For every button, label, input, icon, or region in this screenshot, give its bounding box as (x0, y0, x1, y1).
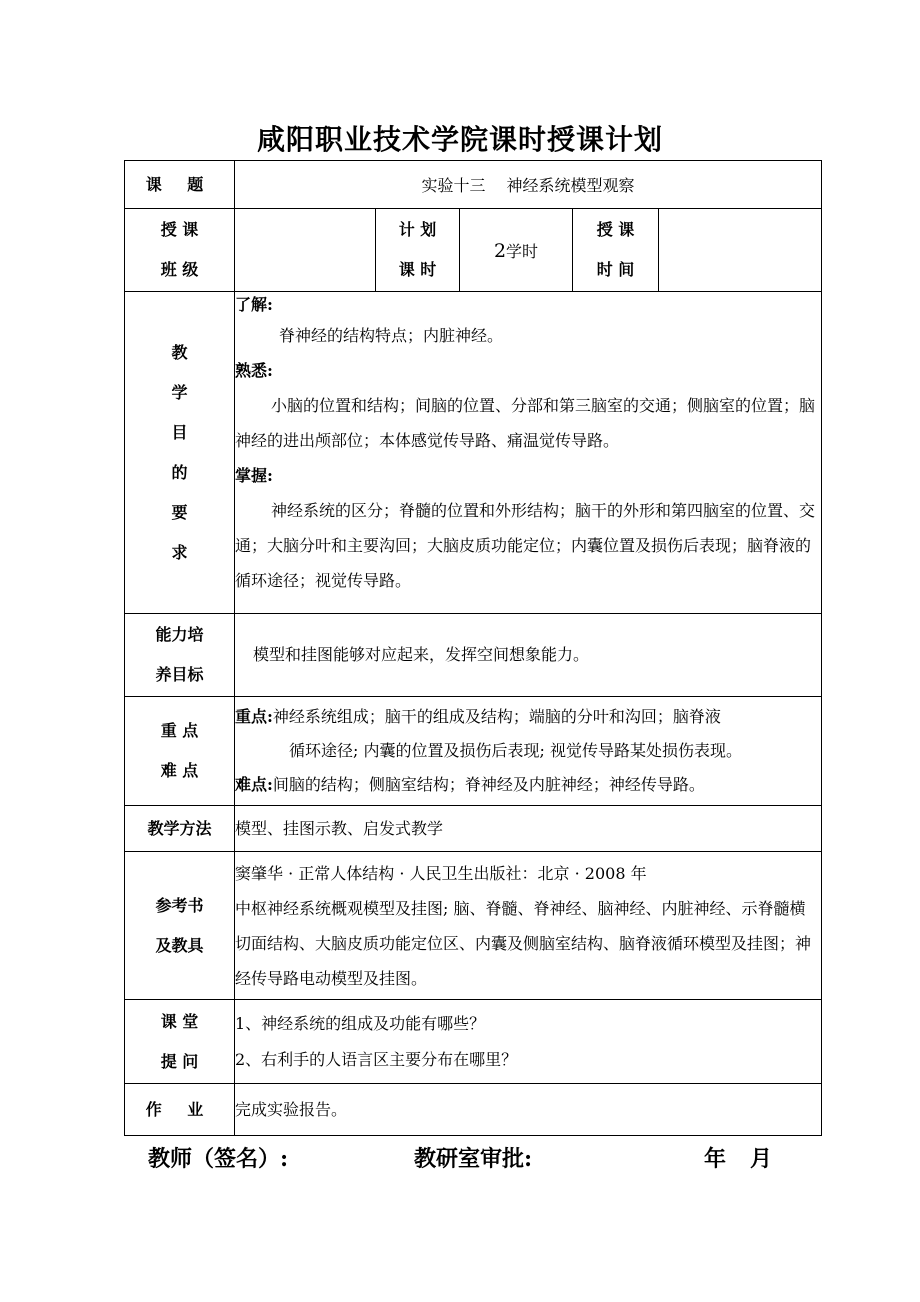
understand-text: 脊神经的结构特点；内脏神经。 (279, 326, 504, 345)
key-text-1: 神经系统组成；脑干的组成及结构；端脑的分叶和沟回；脑脊液 (272, 707, 721, 726)
method-row (125, 806, 822, 852)
objectives-label (125, 292, 235, 614)
ability-label-line1: 能力培 (155, 625, 204, 644)
review-label: 教研室审批: (414, 1146, 533, 1172)
references-content (235, 852, 822, 1000)
hours-unit: 学时 (506, 241, 539, 261)
class-label (125, 209, 235, 292)
signature-footer (0, 1142, 920, 1182)
teaching-aids: 中枢神经系统概观模型及挂图; 脑、脊髓、脊神经、脑神经、内脏神经、示脊髓横切面结构、大脑皮质功能定位区、内囊及侧脑室结构、脑脊液循环模型及挂图；神经传导路电动模型及挂图。 (235, 898, 812, 988)
method-label: 教学方法 (125, 806, 235, 852)
key-points (235, 700, 821, 734)
diff-title: 难点: (235, 775, 273, 794)
objectives-label-char: 目 (171, 422, 188, 442)
page-title: 咸阳职业技术学院课时授课计划 (256, 123, 663, 156)
homework-label: 作 业 (125, 1084, 235, 1136)
objectives-label-char: 学 (171, 382, 188, 402)
ability-label-line2: 养目标 (155, 665, 204, 684)
key-title: 重点: (235, 707, 273, 726)
master-title: 掌握: (235, 466, 273, 485)
planned-hours-value (460, 209, 573, 292)
month-label: 月 (750, 1146, 773, 1172)
ability-text: 模型和挂图能够对应起来，发挥空间想象能力。 (235, 614, 822, 697)
keypoints-label (125, 697, 235, 806)
keypoints-label-line1: 重 点 (160, 721, 199, 740)
questions-content (235, 1000, 822, 1084)
keypoints-label-line2: 难 点 (160, 761, 199, 780)
keypoints-row (125, 697, 822, 806)
planned-label-line1: 计 划 (398, 220, 437, 239)
key-text-2: 循环途径; 内囊的位置及损伤后表现; 视觉传导路某处损伤表现。 (289, 741, 742, 760)
objectives-label-char: 求 (171, 542, 188, 562)
questions-label-line1: 课 堂 (160, 1011, 199, 1031)
questions-row (125, 1000, 822, 1084)
homework-row (125, 1084, 822, 1136)
time-label-line2: 时 间 (596, 260, 635, 279)
familiar-text: 小脑的位置和结构；间脑的位置、分部和第三脑室的交通；侧脑室的位置；脑神经的进出颅部位；本体感觉传导路、痛温觉传导路。 (235, 396, 816, 450)
class-label-line1: 授 课 (160, 220, 199, 239)
class-label-line2: 班 级 (160, 260, 199, 279)
questions-label (125, 1000, 235, 1084)
schedule-row (125, 209, 822, 292)
topic-label: 课 题 (125, 161, 235, 209)
class-value (235, 209, 376, 292)
references-label-line2: 及教具 (155, 935, 204, 955)
references-row (125, 852, 822, 1000)
questions-label-line2: 提 问 (160, 1051, 199, 1071)
reference-book: 窦肇华 · 正常人体结构 · 人民卫生出版社：北京 · 2008 年 (235, 863, 647, 883)
question-1: 1、神经系统的组成及功能有哪些？ (235, 1013, 486, 1033)
time-label (573, 209, 659, 292)
time-label-line1: 授 课 (596, 220, 635, 239)
objectives-content (235, 292, 822, 614)
references-label-line1: 参考书 (155, 895, 204, 915)
lesson-plan-table (124, 160, 822, 1136)
hours-number: 2 (493, 239, 507, 262)
planned-hours-label (376, 209, 460, 292)
objectives-label-char: 教 (171, 342, 188, 362)
references-label (125, 852, 235, 1000)
time-value (659, 209, 822, 292)
objectives-row (125, 292, 822, 614)
diff-text: 间脑的结构；侧脑室结构；脊神经及内脏神经；神经传导路。 (272, 775, 705, 794)
method-text: 模型、挂图示教、启发式教学 (235, 806, 822, 852)
master-text: 神经系统的区分；脊髓的位置和外形结构；脑干的外形和第四脑室的位置、交通；大脑分叶和主要沟回；大脑皮质功能定位；内囊位置及损伤后表现；脑脊液的循环途径；视觉传导路。 (235, 501, 816, 590)
objectives-label-char: 要 (171, 502, 188, 522)
ability-label (125, 614, 235, 697)
keypoints-content (235, 697, 822, 806)
difficult-points (235, 768, 821, 802)
year-label: 年 (704, 1146, 727, 1172)
topic-value: 实验十三 神经系统模型观察 (235, 161, 822, 209)
objectives-label-char: 的 (171, 462, 188, 482)
planned-label-line2: 课 时 (398, 260, 437, 279)
topic-row (125, 161, 822, 209)
question-2: 2、右利手的人语言区主要分布在哪里？ (235, 1049, 518, 1069)
homework-text: 完成实验报告。 (235, 1084, 822, 1136)
ability-row (125, 614, 822, 697)
understand-title: 了解: (235, 295, 273, 314)
teacher-signature-label: 教师（签名）: (148, 1146, 289, 1172)
familiar-title: 熟悉: (235, 361, 273, 380)
